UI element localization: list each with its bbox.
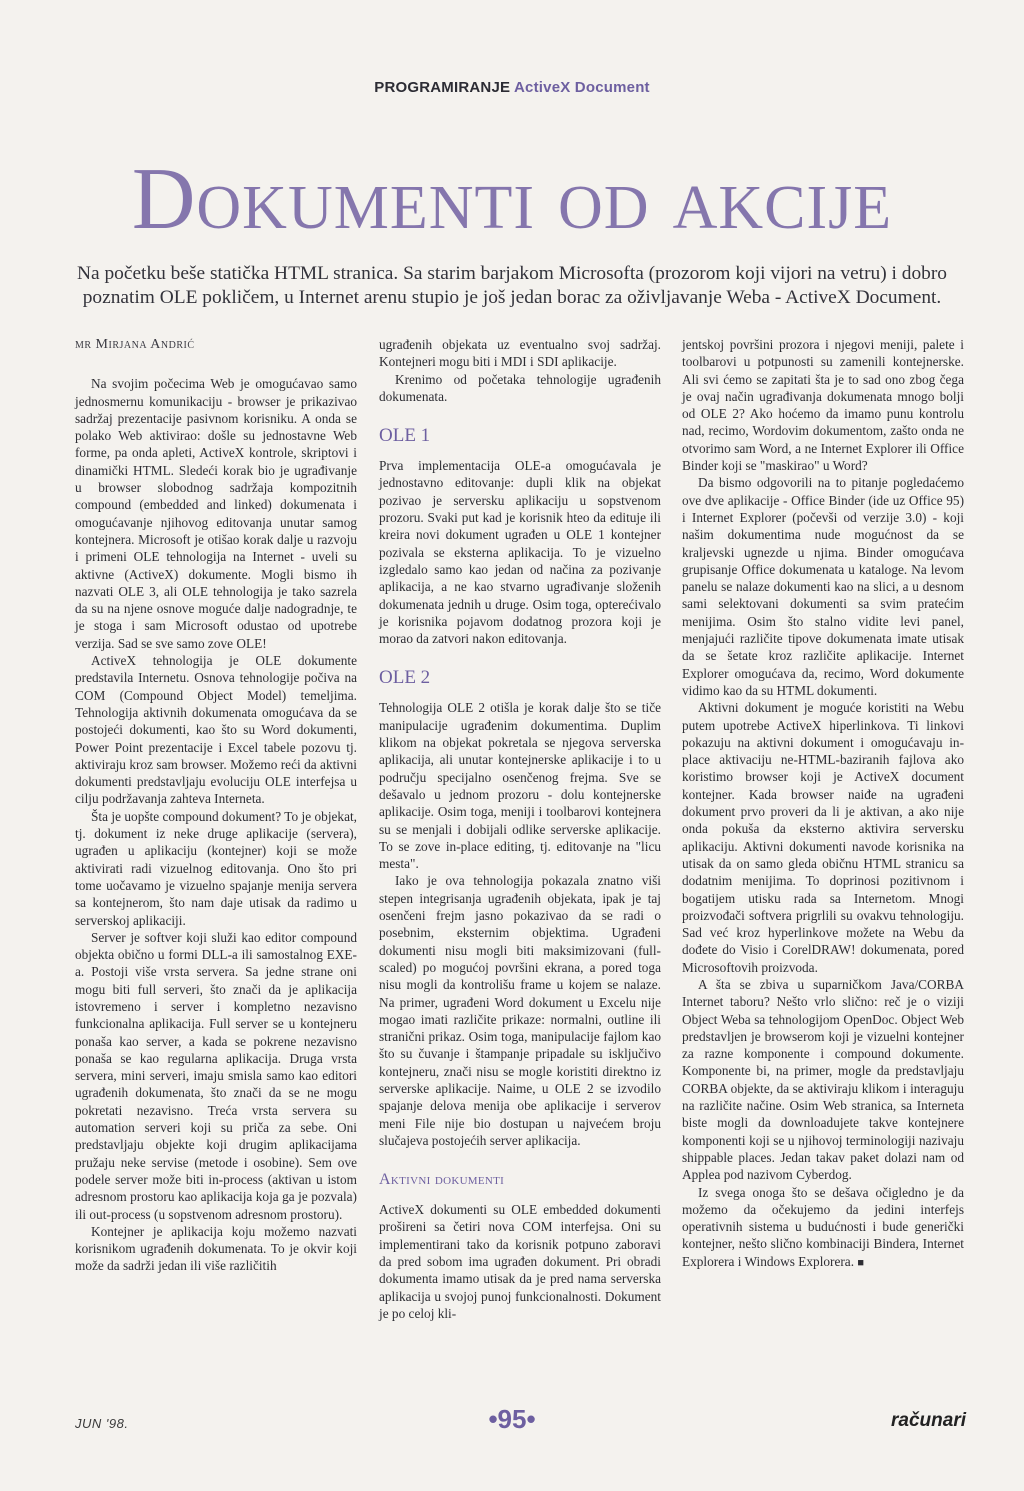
paragraph: jentskoj površini prozora i njegovi meniji, palete i toolbarovi u potpunosti su zamenili kontejnerske. Ali svi ćemo se zapitati šta je to sad ono zbog čega je ovaj način ugrađivanja dokumenata mnogo bolji od OLE 2? Ako hoćemo da imamo punu kontrolu nad, recimo, Wordovim dokumentom, zašto onda ne otvorimo sam Word, a ne Internet Explorer ili Office Binder koji se "maskirao" u Word?: [682, 337, 964, 474]
article-title: Dokumenti od akcije: [131, 151, 893, 248]
subheading-ole2: OLE 2: [379, 667, 431, 689]
article-lead: Na početku beše statička HTML stranica. Sa starim barjakom Microsofta (prozorom koji vijori na vetru) i dobro poznatim OLE pokličem, u Internet arenu stupio je još jedan borac za oživljavanje Weba - ActiveX Document.: [77, 263, 947, 308]
paragraph: Tehnologija OLE 2 otišla je korak dalje što se tiče manipulacije ugrađenim dokumentima. Duplim klikom na objekat pokretala se njegova serverska aplikacija, ali unutar kontejnerske aplikacije i to u području specijalno osenčenog frejma. Sve se dešavalo u jednom prozoru - dolu kontejnerske aplikacije. Osim toga, meniji i toolbarovi kontejnera su se menjali i dobijali odlike serverske aplikacije. To se zove in-place editing, tj. editovanje na "licu mesta".: [379, 700, 661, 872]
running-header: [0, 79, 1024, 96]
subheading-aktivni-dokumenti: Aktivni dokumenti: [379, 1171, 505, 1189]
magazine-logo: računari: [891, 1410, 966, 1431]
paragraph: Šta je uopšte compound dokument? To je objekat, tj. dokument iz neke druge aplikacije (servera), ugrađen u aplikaciju (kontejner) koji se može aktivirati radi vizuelnog editovanja. Ono što pri tome uočavamo je vizuelno spajanje menija servera sa kontejnerom, što nam daje utisak da radimo u serverskoj aplikaciji.: [75, 808, 357, 928]
paragraph-text: Iz svega onoga što se dešava očigledno je da možemo da očekujemo da jedini interfejs operativnih sistema u budućnosti i bude generički kontejner, nešto slično kombinaciji Bindera, Internet Explorera i Windows Explorera.: [682, 1184, 964, 1269]
subheading-ole1: OLE 1: [379, 425, 431, 447]
paragraph: ugrađenih objekata uz eventualno svoj sadržaj. Kontejneri mogu biti i MDI i SDI aplikacije.: [379, 337, 661, 370]
page-number: •95•: [488, 1404, 536, 1434]
paragraph: ActiveX dokumenti su OLE embedded dokumenti prošireni sa četiri nova COM interfejsa. Oni su implementirani tako da korisnik potpuno zaboravi da pred sobom ima ugrađen dokument. Pri obradi dokumenta imamo utisak da je pred nama serverska aplikacija u svojoj punoj funkcionalnosti. Dokument je po celoj kli-: [379, 1202, 661, 1321]
paragraph: Kontejner je aplikacija koju možemo nazvati korisnikom ugrađenih dokumenata. To je okvir koji može da sadrži jedan ili više različitih: [75, 1223, 357, 1274]
issue-date: JUN '98.: [75, 1416, 129, 1431]
paragraph: ActiveX tehnologija je OLE dokumente predstavila Internetu. Osnova tehnologije počiva na COM (Compound Object Model) temeljima. Tehnologija aktivnih dokumenata omogućava da se postojeći dokumenti, kao što su Word dokumenti, Power Point prezentacije i Excel tabele pozovu tj. aktiviraju kroz sam browser. Možemo reći da aktivni dokumenti predstavljaju evoluciju OLE interfejsa u cilju podržavanja zahteva Interneta.: [75, 653, 357, 807]
paragraph: Krenimo od početaka tehnologije ugrađenih dokumenata.: [379, 371, 661, 404]
paragraph: Na svojim počecima Web je omogućavao samo jednosmernu komunikaciju - browser je prikazivao sadržaj prezentacije pasivnom korisniku. A onda se polako Web aktivirao: došle su jednostavne Web forme, pa onda apleti, ActiveX kontrole, skriptovi i dinamički HTML. Sledeći korak bio je ugrađivanje u browser slobodnog sadržaja kompozitnih compound (embedded and linked) dokumenata i omogućavanje njihovog editovanja unutar samog kontejnera. Microsoft je otišao korak dalje u razvoju i primeni OLE tehnologija na Internet - uveli su aktivne (ActiveX) dokumente. Mogli bismo ih nazvati OLE 3, ali OLE tehnologija je tako sazrela da su na njene osnove moguće dalje nadogradnje, te je stoga i sam Microsoft odustao od upotrebe verzija. Sad se sve samo zove OLE!: [75, 376, 357, 651]
header-topic: ActiveX Document: [514, 79, 650, 96]
author-byline: mr Mirjana Andrić: [75, 337, 195, 352]
paragraph: Aktivni dokument je moguće koristiti na Webu putem upotrebe ActiveX hiperlinkova. Ti linkovi pokazuju na aktivni dokument i omogućavaju in-place aktivaciju ne-HTML-baziranih fajlova ako koristimo browser koji je ActiveX document kontejner. Kada browser naiđe na ugrađeni dokument prvo proveri da li je aktivan, a ako nije onda pokuša da eksterno aktivira serversku aplikaciju. Aktivni dokumenti navode korisnika na utisak da on samo gleda običnu HTML stranicu sa dodatnim menijima. To doprinosi pozitivnom i bogatijem utisku rada sa Internetom. Mnogi proizvođači softvera prigrlili su ovakvu tehnologiju. Sad već kroz hyperlinkove možete na Webu da dođete do Visio i CorelDRAW! dokumenata, pored Microsoftovih proizvoda.: [682, 700, 964, 975]
paragraph: [682, 1184, 964, 1272]
paragraph: A šta se zbiva u suparničkom Java/CORBA Internet taboru? Nešto vrlo slično: reč je o viziji Object Weba sa tehnologijom OpenDoc. Object Web predstavljen je browserom koji je vizuelni kontejner za razne komponente i compound dokumente. Komponente bi, na primer, mogle da predstavljaju CORBA objekte, da se aktiviraju klikom i interaguju na različite načine. Osim Web stranica, sa Interneta biste mogli da downloadujete takve kontejnere komponenti koji se u njihovoj terminologiji nazivaju shippable places. Jedan takav paket dolazi nam od Applea pod nazivom Cyberdog.: [682, 976, 964, 1183]
column-3: [682, 336, 964, 1272]
column-2: [379, 336, 661, 1322]
column-1: [75, 336, 357, 1275]
paragraph: Da bismo odgovorili na to pitanje pogledaćemo ove dve aplikacije - Office Binder (ide uz Office 95) i Internet Explorer (počevši od verzije 3.0) - koji našim dokumentima nude mogućnost da se kraljevski ugnezde u njima. Binder omogućava grupisanje Office dokumenata u kataloge. Na levom panelu se nalaze dokumenti kao na slici, a u desnom sami selektovani dokumenti sa svim pratećim menijima. Osim što stalno vidite levi panel, menjajući različite tipove dokumenata imate utisak da se šetate kroz različite aplikacije. Internet Explorer omogućava da, recimo, Word dokumente vidimo kao da su HTML dokumenti.: [682, 475, 964, 698]
paragraph: Server je softver koji služi kao editor compound objekta obično u formi DLL-a ili samostalnog EXE-a. Postoji više vrsta servera. Sa jedne strane oni mogu biti full serveri, što znači da je aplikacija istovremeno i server i kompletno nezavisno funkcionalna aplikacija. Full server se u kontejneru ponaša kao server, a kada se pokrene nezavisno ponaša se kao regularna aplikacija. Druga vrsta servera, mini serveri, imaju smisla samo kao editori ugrađenih dokumenata, što znači da se ne mogu pokretati nezavisno. Treća vrsta servera su automation serveri koji su priča za sebe. Oni predstavljaju objekte koji drugim aplikacijama pružaju neke servise (metode i osobine). Sem ove podele server može biti in-process (aktivan u istom adresnom prostoru kao aplikacija koja ga je pozvala) ili out-process (u sopstvenom adresnom prostoru).: [75, 929, 357, 1222]
paragraph: Prva implementacija OLE-a omogućavala je jednostavno editovanje: dupli klik na objekat pozivao je serversku aplikaciju u sopstvenom prozoru. Svaki put kad je korisnik hteo da edituje ili kreira novi dokument ugrađen u OLE 1 kontejner pozivala se eksterna aplikacija. To je vizuelno izgledalo samo kao jedan od načina za pozivanje aplikacija, a ne kao stvarno ugrađivanje složenih dokumenata jednih u druge. Osim toga, opterećivalo je korisnika pojavom dodatnog prozora koji je morao da zatvori nakon editovanja.: [379, 458, 661, 647]
header-section: PROGRAMIRANJE: [374, 79, 511, 96]
end-mark: ■: [857, 1256, 865, 1269]
paragraph: Iako je ova tehnologija pokazala znatno viši stepen integrisanja ugrađenih objekata, ipak je taj osenčeni frejm jasno pokazivao da se radi o posebnim, eksternim objektima. Ugrađeni dokumenti nisu mogli biti maksimizovani (full-scaled) po mogućoj površini ekrana, a pored toga nisu mogli da kontrolišu frame u kojem se nalaze. Na primer, ugrađeni Word dokument u Excelu nije mogao imati različite prikaze: normalni, outline ili stranični prikaz. Osim toga, manipulacije fajlom kao što su čuvanje i štampanje pripadale su isključivo kontejneru, znači nisu se mogle koristiti direktno iz serverske aplikacije. Naime, u OLE 2 se izvodilo spajanje delova menija obe aplikacije i serverov meni File nije bio dostupan u najvećem broju slučajeva postojećih server aplikacija.: [379, 873, 661, 1148]
